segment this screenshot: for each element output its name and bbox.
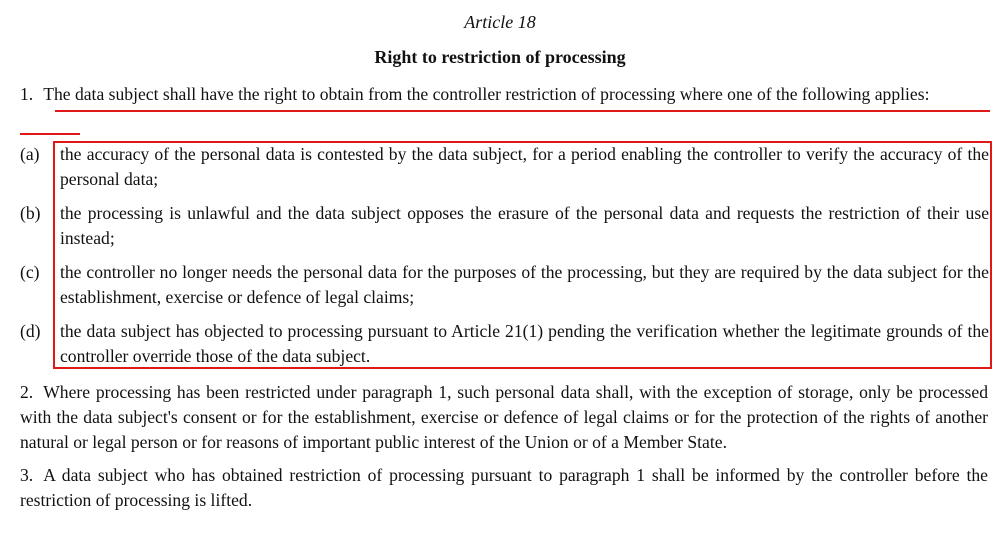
paragraph-1 [20,82,988,107]
highlight-underline [55,110,990,112]
item-label-b: (b) [20,203,41,223]
paragraph-number: 3. [20,465,34,485]
list-item-b: the processing is unlawful and the data subject opposes the erasure of the personal data and requests the restriction of their use instead; [60,203,989,248]
paragraph-3 [20,463,988,513]
list-item-d: the data subject has objected to processing pursuant to Article 21(1) pending the verification whether the legitimate grounds of the controller override those of the data subject. [60,321,989,366]
article-title: Right to restriction of processing [374,47,626,67]
item-label-d: (d) [20,321,41,341]
article-number: Article 18 [464,12,536,32]
paragraph-number: 1. [20,84,34,104]
paragraph-number: 2. [20,382,34,402]
paragraph-text: The data subject shall have the right to obtain from the controller restriction of processing where one of the following applies: [43,84,930,104]
highlight-underline [20,133,80,135]
list-item-a: the accuracy of the personal data is contested by the data subject, for a period enabling the controller to verify the accuracy of the personal data; [60,144,989,189]
list-item-c: the controller no longer needs the personal data for the purposes of the processing, but they are required by the data subject for the establishment, exercise or defence of legal claims; [60,262,989,307]
paragraph-text: A data subject who has obtained restriction of processing pursuant to paragraph 1 shall be informed by the controller before the restriction of processing is lifted. [20,465,988,510]
paragraph-text: Where processing has been restricted under paragraph 1, such personal data shall, with the exception of storage, only be processed with the data subject's consent or for the establishment, exercise or defence of legal claims or for the protection of the rights of another natural or legal person or for reasons of important public interest of the Union or of a Member State. [20,382,988,452]
item-label-a: (a) [20,144,40,164]
item-label-c: (c) [20,262,40,282]
paragraph-2 [20,380,988,455]
